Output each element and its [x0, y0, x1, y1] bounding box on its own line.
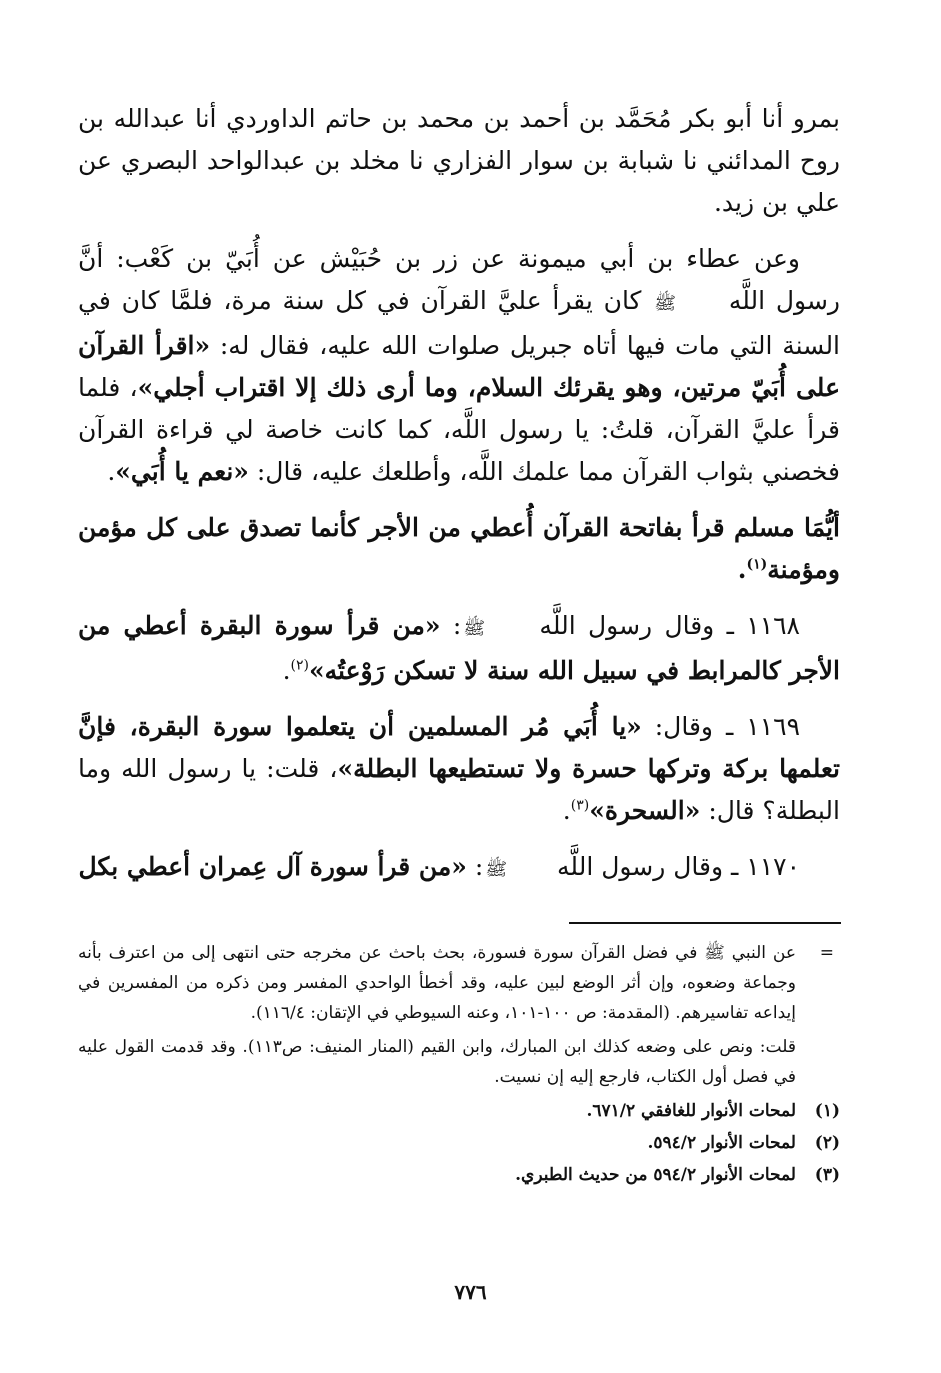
- hadith-text: .: [107, 457, 116, 486]
- page-number: ٧٧٦: [454, 1280, 487, 1304]
- footnote-ref-1: (١): [746, 556, 768, 573]
- isnad-text: بمرو أنا أبو بكر مُحَمَّد بن أحمد بن محمد بن حاتم الداوردي أنا عبدالله بن روح المدائني نا شبابة بن سوار الفزاري نا مخلد بن عبدالواحد البصري عن علي بن زيد.: [78, 104, 840, 217]
- footnote-text: لمحات الأنوار ٥٩٤/٢ من حديث الطبري.: [515, 1165, 796, 1185]
- paragraph-isnad: [78, 98, 840, 224]
- footnote-ref-2: (٢): [290, 657, 310, 674]
- paragraph-hadith-1168: [78, 605, 840, 692]
- hadith-text: ، فلما قرأ عليَّ القرآن، قلتُ: يا رسول اللَّه، كما كانت خاصة لي قراءة القرآن فخصني بثواب القرآن مما علمك اللَّه، وأطلعك عليه، قال:: [78, 373, 840, 486]
- main-text: [78, 98, 840, 905]
- hadith-quote-bold: أيُّمَا مسلم قرأ بفاتحة القرآن أُعطي من الأجر كأنما تصدق على كل مؤمن ومؤمنة: [78, 513, 840, 584]
- footnotes-section: [78, 938, 840, 1192]
- hadith-text: .: [562, 796, 571, 825]
- hadith-text: ١١٦٨ ـ وقال رسول اللَّه: [539, 611, 800, 640]
- hadith-quote-bold: «يا أُبَي مُر المسلمين أن يتعلموا سورة البقرة، فإنَّ تعلمها بركة وتركها حسرة ولا تستطيعها البطلة»: [78, 712, 841, 783]
- hadith-text: :: [440, 611, 462, 640]
- footnote-text: لمحات الأنوار ٥٩٤/٢.: [647, 1133, 796, 1153]
- paragraph-hadith-1169: [78, 706, 840, 832]
- hadith-quote-bold: «السحرة»: [589, 796, 701, 825]
- footnote-item: [78, 1128, 840, 1158]
- hadith-text: .: [737, 555, 747, 584]
- hadith-quote-bold: «من قرأ سورة البقرة أعطي من الأجر كالمرابط في سبيل الله سنة لا تسكن رَوْعتُه»: [78, 611, 840, 685]
- footnote-number: (٢): [814, 1133, 840, 1153]
- hadith-quote-bold: «من قرأ سورة آل عِمران أعطي بكل: [78, 852, 467, 881]
- footnote-item: [78, 1096, 840, 1126]
- footnote-note: [78, 1032, 840, 1092]
- hadith-quote-bold: «اقرأ القرآن على أُبَيّ مرتين، وهو يقرئك السلام، وما أرى ذلك إلا اقتراب أجلي»: [78, 331, 840, 402]
- hadith-text: كان يقرأ عليَّ القرآن في كل سنة مرة، فلمَّا كان في السنة التي مات فيها أتاه جبريل صلوات الله عليه، فقال له:: [78, 286, 841, 360]
- paragraph-fatiha: [78, 507, 840, 591]
- footnote-text: قلت: ونص على وضعه كذلك ابن المبارك، وابن القيم (المنار المنيف: ص١١٣). وقد قدمت القول عليه في فصل أول الكتاب، فارجع إليه إن نسيت.: [78, 1037, 796, 1087]
- footnote-continuation: [78, 938, 840, 1028]
- footnote-ref-3: (٣): [570, 797, 590, 814]
- footnote-text: عن النبي ﷺ في فضل القرآن سورة فسورة، بحث باحث عن مخرجه حتى انتهى إلى من اعترف بأنه وجماعة وضعوه، وإن أثر الوضع لبين عليه، وقد أخطأ الواحدي المفسر ومن ذكره من المفسرين في إيداعه تفاسيرهم. (المقدمة: ص ١٠٠-١٠١، وعنه السيوطي في الإتقان: ١١٦/٤).: [78, 943, 796, 1023]
- footnote-number: (٣): [814, 1165, 840, 1185]
- continuation-marker: =: [819, 943, 834, 963]
- hadith-text: ١١٦٩ ـ وقال:: [641, 712, 800, 741]
- hadith-text: .: [282, 656, 291, 685]
- footnote-number: (١): [814, 1101, 840, 1121]
- hadith-quote-bold: «نعم يا أُبَي»: [115, 457, 249, 486]
- salla-ligature: ﷺ: [463, 618, 486, 639]
- footnote-divider: [569, 922, 841, 924]
- footnote-text: لمحات الأنوار للغافقي ٦٧١/٢.: [586, 1101, 796, 1121]
- hadith-text: ، قلت: يا رسول الله وما البطلة؟ قال:: [78, 754, 840, 825]
- footnote-item: [78, 1160, 840, 1190]
- hadith-text: ١١٧٠ ـ وقال رسول اللَّه: [557, 852, 800, 881]
- paragraph-hadith-1170: [78, 846, 840, 891]
- hadith-text: وعن عطاء بن أبي ميمونة عن زر بن حُبَيْش عن أُبَيّ بن كَعْب: أنَّ رسول اللَّه: [78, 244, 840, 315]
- salla-ligature: ﷺ: [654, 293, 677, 314]
- hadith-text: :: [466, 852, 484, 881]
- salla-ligature: ﷺ: [485, 859, 508, 880]
- paragraph-ubayy-hadith: [78, 238, 840, 493]
